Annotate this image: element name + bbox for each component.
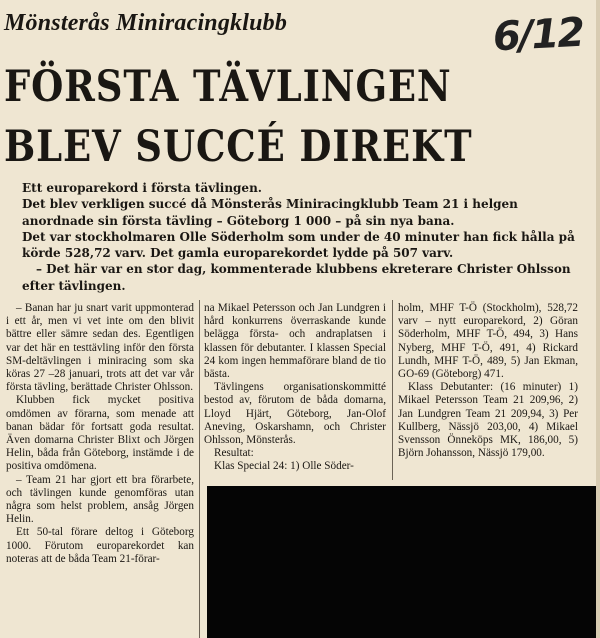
body-paragraph: – Banan har ju snart varit uppmonterad i ett år, men vi vet inte om den blivit bättre eller sämre sedan des. Egentligen var det här en testtävling inför den första SM-deltävlingen i miniracing som ska köras 27 –28 januari, trots att det var vår första tävling, berättade Christer Ohlsson. — [6, 302, 194, 394]
ingress-paragraph: Ett europarekord i första tävlingen. — [22, 181, 262, 195]
results-heading: Resultat: — [214, 447, 254, 460]
body-column-1 — [6, 302, 194, 566]
column-divider — [199, 300, 200, 638]
body-paragraph: na Mikael Petersson och Jan Lundgren i hård konkurrens överraskande kunde belägga första- och andraplatsen i klassen för debutanter. I klassen Special 24 kom ingen hemmaförare bland de tio bästa. — [204, 302, 386, 381]
body-paragraph: – Team 21 har gjort ett bra förarbete, och tävlingen kunde genomföras utan några som helst problem, ansåg Jörgen Helin. — [6, 473, 194, 526]
redacted-area — [207, 486, 600, 638]
ingress-paragraph: Det blev verkligen succé då Mönsterås Miniracingklubb Team 21 i helgen anordnade sin första tävling – Göteborg 1 000 – på sin nya bana. — [22, 197, 518, 228]
article-ingress — [22, 180, 582, 294]
results-paragraph: holm, MHF T-Ö (Stockholm), 528,72 varv – nytt europarekord, 2) Göran Söderholm, MHF T-Ö, 494, 3) Hans Nyberg, MHF T-Ö, 491, 4) Rickard Lundh, MHF T-Ö, 489, 5) Jan Ekman, GO-69 (Göteborg) 471. — [398, 302, 578, 381]
column-divider — [392, 300, 393, 480]
ingress-paragraph: Det var stockholmaren Olle Söderholm som under de 40 minuter han fick hålla på körde 528,72 varv. Det gamla europarekordet lydde på 507 varv. — [22, 229, 575, 261]
results-paragraph: Klass Debutanter: (16 minuter) 1) Mikael Petersson Team 21 209,96, 2) Jan Lundgren Team 21 209,94, 3) Per Kullberg, Nässjö 203,00, 4) Mikael Svensson Önneköps MK, 186,00, 5) Björn Johansson, Nässjö 179,00. — [398, 381, 578, 460]
handwritten-date-note: 6/12 — [491, 9, 585, 61]
body-paragraph: Klubben fick mycket positiva omdömen av förarna, som menade att banan bädar för fortsatt goda resultat. Även domarna Christer Blixt och Jörgen Helin, båda från Göteborg, instämde i de positiva omdömena. — [6, 394, 194, 473]
body-paragraph: Tävlingens organisationskommitté bestod av, förutom de båda domarna, Lloyd Hjärt, Göteborg, Jan-Olof Aneving, Oskarshamn, och Christer Ohlsson, Mönsterås. — [204, 381, 386, 447]
body-column-3 — [398, 302, 578, 460]
headline-line-1: FÖRSTA TÄVLINGEN — [4, 62, 452, 112]
section-kicker: Mönsterås Miniracingklubb — [4, 10, 288, 36]
body-paragraph: Ett 50-tal förare deltog i Göteborg 1000. Förutom europarekordet kan noteras att de båda Team 21-förar- — [6, 526, 194, 565]
paper-edge — [596, 0, 600, 638]
headline-line-2: BLEV SUCCÉ DIREKT — [4, 122, 473, 172]
ingress-paragraph: – Det här var en stor dag, kommenterade klubbens ekreterare Christer Ohlsson efter tävlingen. — [22, 262, 571, 293]
body-column-2 — [204, 302, 386, 474]
body-paragraph: Klas Special 24: 1) Olle Söder- — [214, 460, 354, 473]
